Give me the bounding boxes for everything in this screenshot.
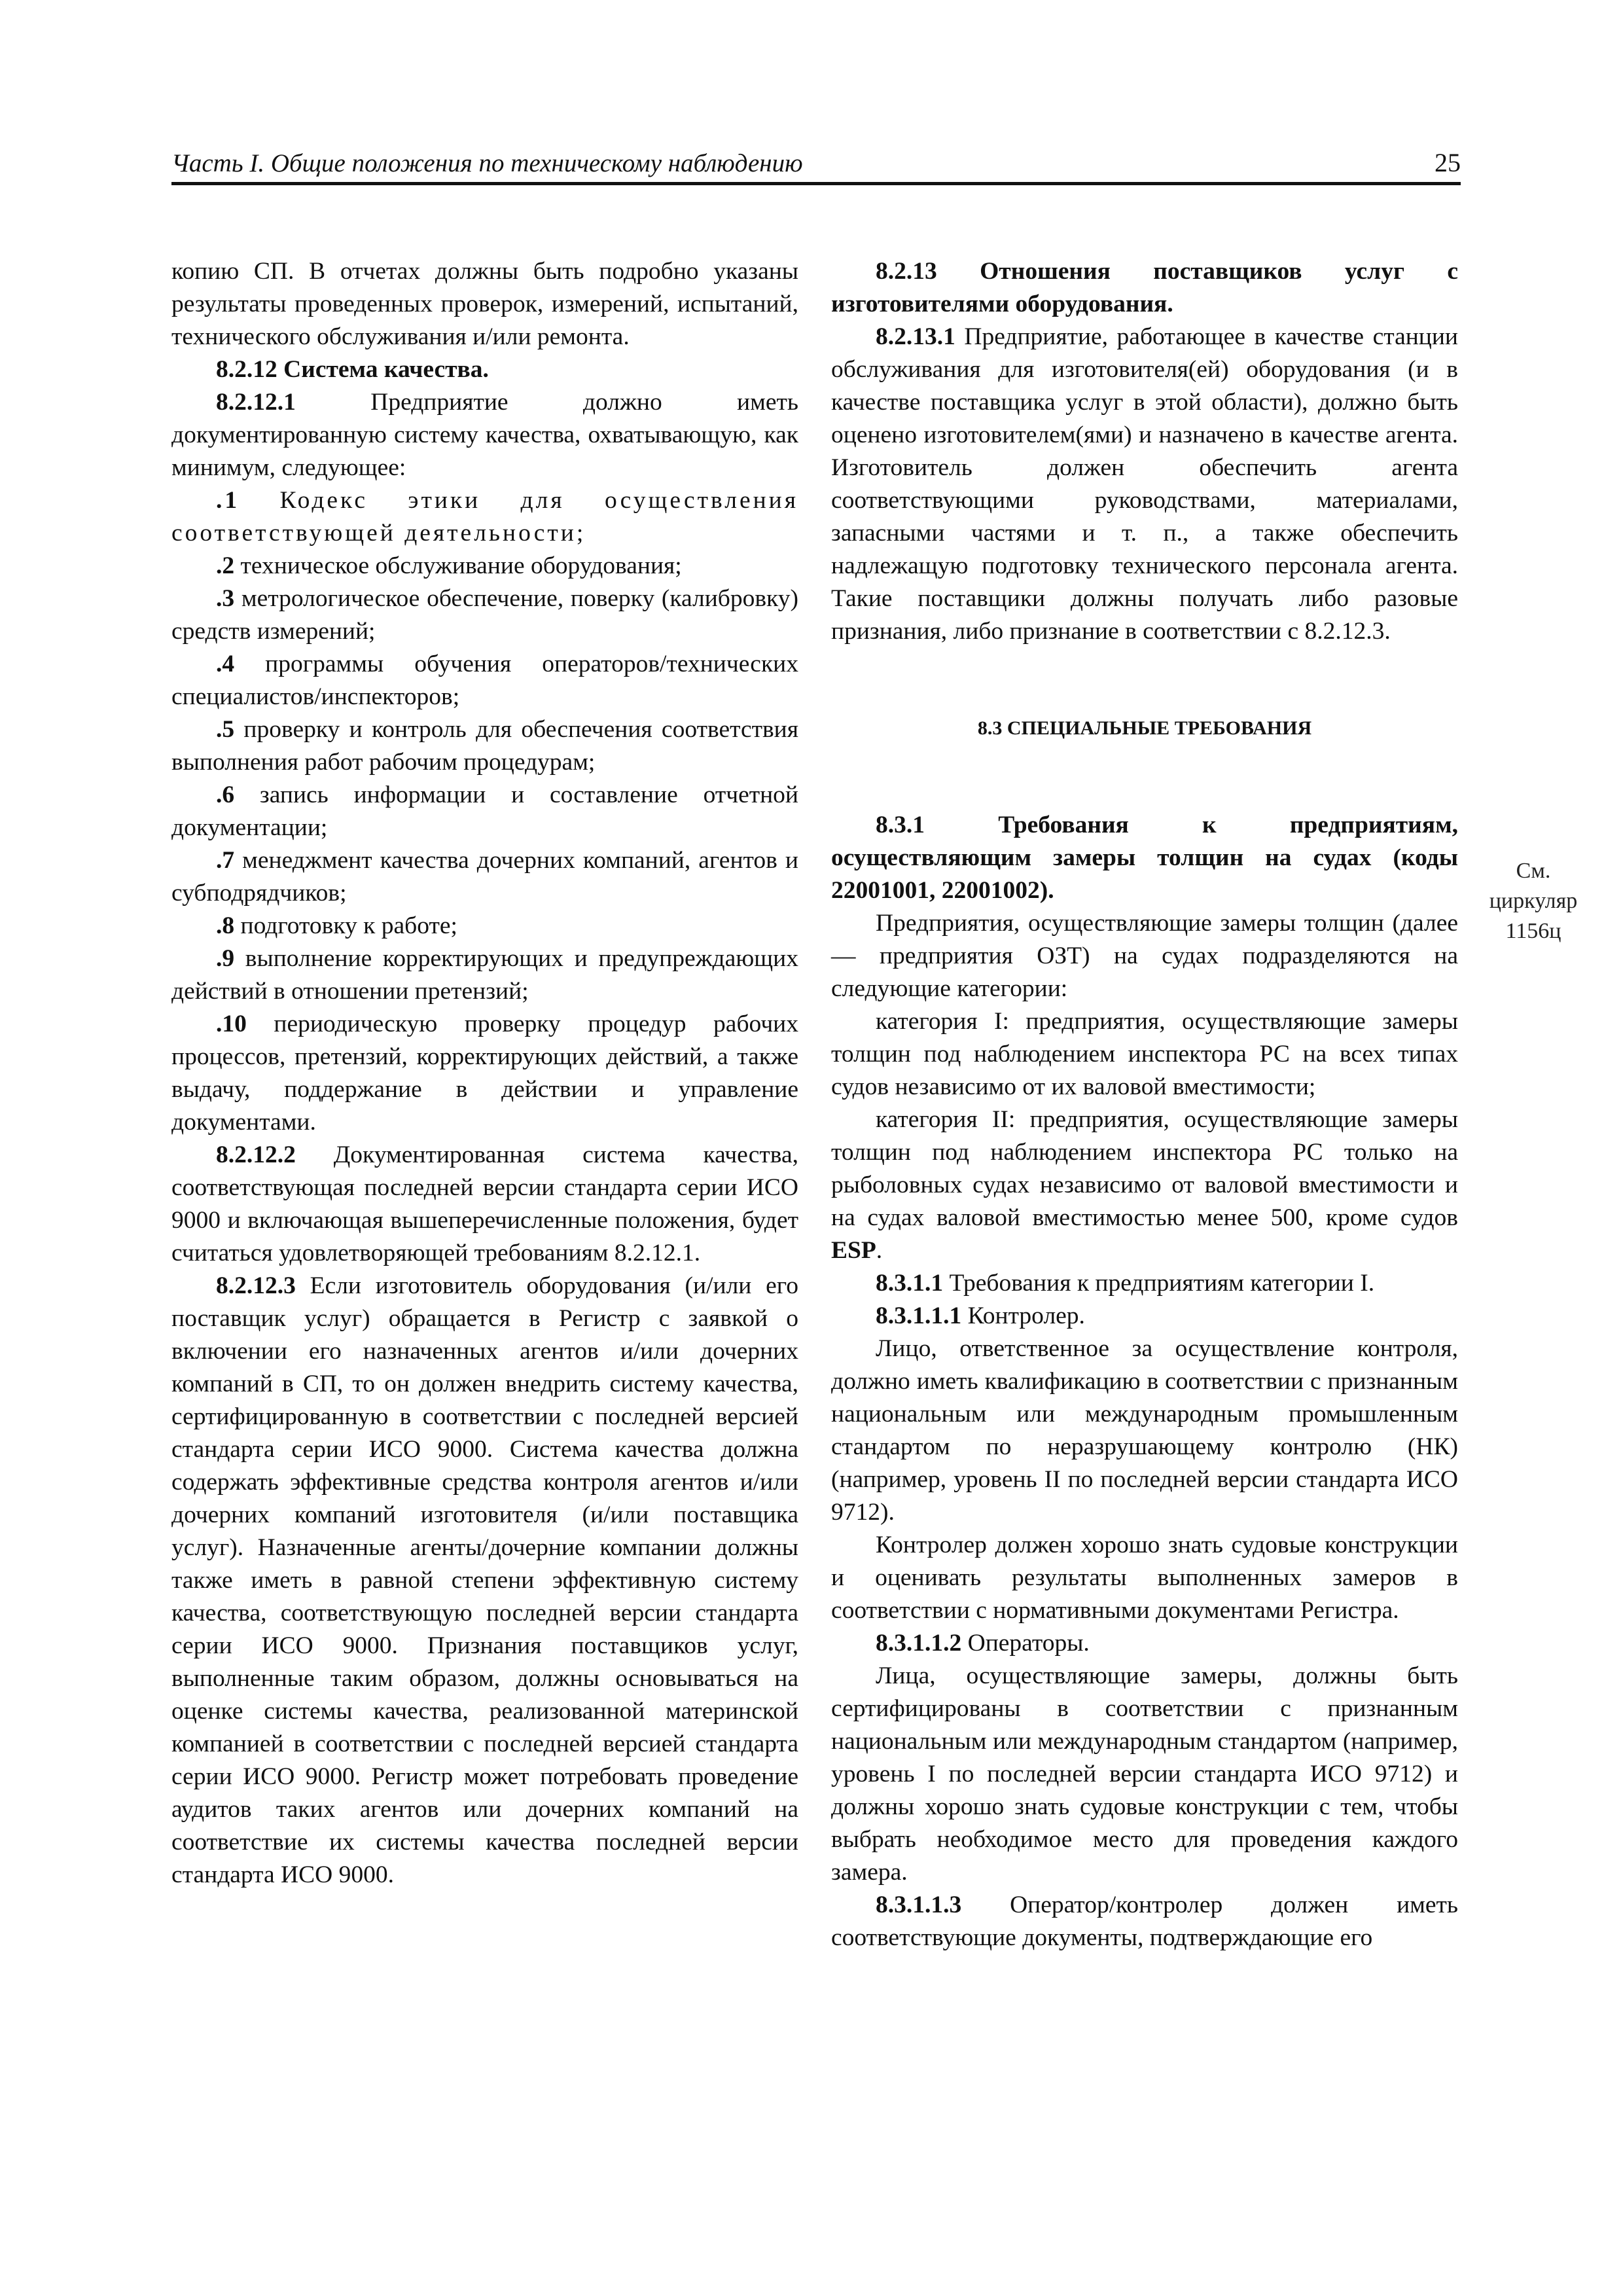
clause-text: Контролер.: [961, 1302, 1085, 1329]
section-title-8-2-12: [171, 353, 798, 386]
section-title-text: 8.2.13 Отношения поставщиков услуг с изготовителями оборудования.: [831, 258, 1458, 317]
item-text: периодическую проверку процедур рабочих процессов, претензий, корректирующих действий, а также выдачу, поддержание в действии и управление документами.: [171, 1011, 798, 1136]
margin-note-line: 1156ц: [1505, 919, 1561, 943]
clause-8-3-1-1-2: [831, 1627, 1458, 1660]
list-item: [171, 910, 798, 942]
item-text: Кодекс этики для осуществления соответствующей деятельности;: [171, 487, 798, 547]
clause-text: Оператор/контролер должен иметь соответствующие документы, подтверждающие его: [831, 1892, 1458, 1951]
clause-8-2-12-3: [171, 1270, 798, 1892]
paragraph: копию СП. В отчетах должны быть подробно указаны результаты проведенных проверок, измерений, испытаний, технического обслуживания и/или ремонта.: [171, 258, 798, 350]
margin-note-line: циркуляр: [1489, 889, 1578, 913]
paragraph: категория I: предприятия, осуществляющие замеры толщин под наблюдением инспектора РС на всех типах судов независимо от их валовой вместимости;: [831, 1008, 1458, 1100]
item-number: .10: [216, 1011, 247, 1037]
item-text: проверку и контроль для обеспечения соответствия выполнения работ рабочим процедурам;: [171, 716, 798, 776]
clause-8-2-12-1: [171, 386, 798, 484]
section-title-8-2-13: [831, 255, 1458, 321]
right-column: [831, 255, 1458, 1954]
clause-8-2-13-1: [831, 321, 1458, 648]
clause-text: Предприятие должно иметь документированную систему качества, охватывающую, как минимум, следующее:: [171, 389, 798, 481]
clause-number: 8.3.1.1: [876, 1270, 944, 1297]
item-number: .6: [216, 781, 235, 808]
running-header: [171, 143, 1461, 185]
clause-8-2-12-2: [171, 1139, 798, 1270]
left-column: [171, 255, 798, 1892]
page-number: 25: [1435, 148, 1461, 177]
clause-text: Если изготовитель оборудования (и/или его поставщик услуг) обращается в Регистр с заявкой о включении его назначенных агентов и/или дочерних компаний в СП, то он должен внедрить систему качества, сертифицированную в соответствии с последней версией стандарта серии ИСО 9000. Система качества должна содержать эффективные средства контроля агентов и/или дочерних компаний изготовителя (и/или поставщика услуг). Назначенные агенты/дочерние компании должны также иметь в равной степени эффективную систему качества, соответствующую последней версии стандарта серии ИСО 9000. Признания поставщиков услуг, выполненные таким образом, должны основываться на оценке системы качества, реализованной материнской компанией в соответствии с последней версией стандарта серии ИСО 9000. Регистр может потребовать проведение аудитов таких агентов или дочерних компаний на соответствие их системы качества последней версии стандарта ИСО 9000.: [171, 1272, 798, 1888]
item-number: .7: [216, 847, 235, 874]
margin-note-line: См.: [1516, 859, 1551, 883]
list-item: [171, 550, 798, 583]
paragraph-end: .: [876, 1237, 883, 1264]
item-text: программы обучения операторов/технических специалистов/инспекторов;: [171, 651, 798, 710]
clause-8-3-1-1-3: [831, 1889, 1458, 1954]
item-number: .9: [216, 945, 235, 972]
list-item: [171, 1008, 798, 1139]
paragraph-text: категория II: предприятия, осуществляющие замеры толщин под наблюдением инспектора РС только на рыболовных судах независимо от валовой вместимости и на судах валовой вместимостью менее 500, кроме судов: [831, 1106, 1458, 1231]
list-item: [171, 942, 798, 1008]
clause-number: 8.2.12.2: [216, 1141, 296, 1168]
margin-note: [1471, 856, 1596, 946]
list-item: [171, 779, 798, 844]
item-number: .5: [216, 716, 235, 743]
list-item: [171, 713, 798, 779]
clause-number: 8.2.13.1: [876, 323, 955, 350]
esp-term: ESP: [831, 1237, 876, 1264]
item-number: .3: [216, 585, 235, 612]
section-title-text: 8.2.12 Система качества.: [216, 356, 489, 383]
paragraph: Контролер должен хорошо знать судовые конструкции и оценивать результаты выполненных замеров в соответствии с нормативными документами Регистра.: [831, 1532, 1458, 1624]
item-text: выполнение корректирующих и предупреждающих действий в отношении претензий;: [171, 945, 798, 1005]
clause-number: 8.2.12.1: [216, 389, 296, 416]
clause-text: Документированная система качества, соответствующая последней версии стандарта серии ИСО 9000 и включающая вышеперечисленные положения, будет считаться удовлетворяющей требованиям 8.2.12.1.: [171, 1141, 798, 1266]
item-text: техническое обслуживание оборудования;: [234, 552, 682, 579]
list-item: [171, 648, 798, 713]
section-title-8-3-1: [831, 809, 1458, 907]
clause-number: 8.3.1.1.3: [876, 1892, 962, 1918]
item-number: .1: [216, 487, 240, 514]
clause-8-3-1-1: [831, 1267, 1458, 1300]
item-text: менеджмент качества дочерних компаний, агентов и субподрядчиков;: [171, 847, 798, 906]
item-text: подготовку к работе;: [234, 912, 457, 939]
running-title: Часть I. Общие положения по техническому наблюдению: [171, 149, 803, 177]
clause-number: 8.3.1.1.2: [876, 1630, 962, 1657]
list-item: [171, 484, 798, 550]
list-item: [171, 844, 798, 910]
paragraph: Лицо, ответственное за осуществление контроля, должно иметь квалификацию в соответствии с признанным национальным или международным промышленным стандартом по неразрушающему контролю (НК) (например, уровень II по последней версии стандарта ИСО 9712).: [831, 1335, 1458, 1526]
clause-text: Операторы.: [961, 1630, 1090, 1657]
clause-text: Требования к предприятиям категории I.: [943, 1270, 1375, 1297]
list-item: [171, 583, 798, 648]
item-text: запись информации и составление отчетной документации;: [171, 781, 798, 841]
clause-number: 8.3.1.1.1: [876, 1302, 962, 1329]
clause-text: Предприятие, работающее в качестве станции обслуживания для изготовителя(ей) оборудования (и в качестве поставщика услуг в этой области), должно быть оценено изготовителем(ями) и назначено в качестве агента. Изготовитель должен обеспечить агента соответствующими руководствами, материалами, запасными частями и т. п., а также обеспечить надлежащую подготовку технического персонала агента. Такие поставщики должны получать либо разовые признания, либо признание в соответствии с 8.2.12.3.: [831, 323, 1458, 645]
paragraph: Предприятия, осуществляющие замеры толщин (далее — предприятия ОЗТ) на судах подразделяются на следующие категории:: [831, 910, 1458, 1002]
clause-number: 8.2.12.3: [216, 1272, 296, 1299]
item-number: .8: [216, 912, 235, 939]
section-heading-8-3: 8.3 СПЕЦИАЛЬНЫЕ ТРЕБОВАНИЯ: [977, 717, 1312, 739]
paragraph: [831, 1103, 1458, 1267]
section-title-text: 8.3.1 Требования к предприятиям, осуществляющим замеры толщин на судах (коды 22001001, 22001002).: [831, 812, 1458, 904]
item-text: метрологическое обеспечение, поверку (калибровку) средств измерений;: [171, 585, 798, 645]
item-number: .4: [216, 651, 235, 677]
clause-8-3-1-1-1: [831, 1300, 1458, 1333]
paragraph: Лица, осуществляющие замеры, должны быть сертифицированы в соответствии с признанным национальным или международным стандартом (например, уровень I по последней версии стандарта ИСО 9712) и должны хорошо знать судовые конструкции с тем, чтобы выбрать необходимое место для проведения каждого замера.: [831, 1662, 1458, 1886]
item-number: .2: [216, 552, 235, 579]
